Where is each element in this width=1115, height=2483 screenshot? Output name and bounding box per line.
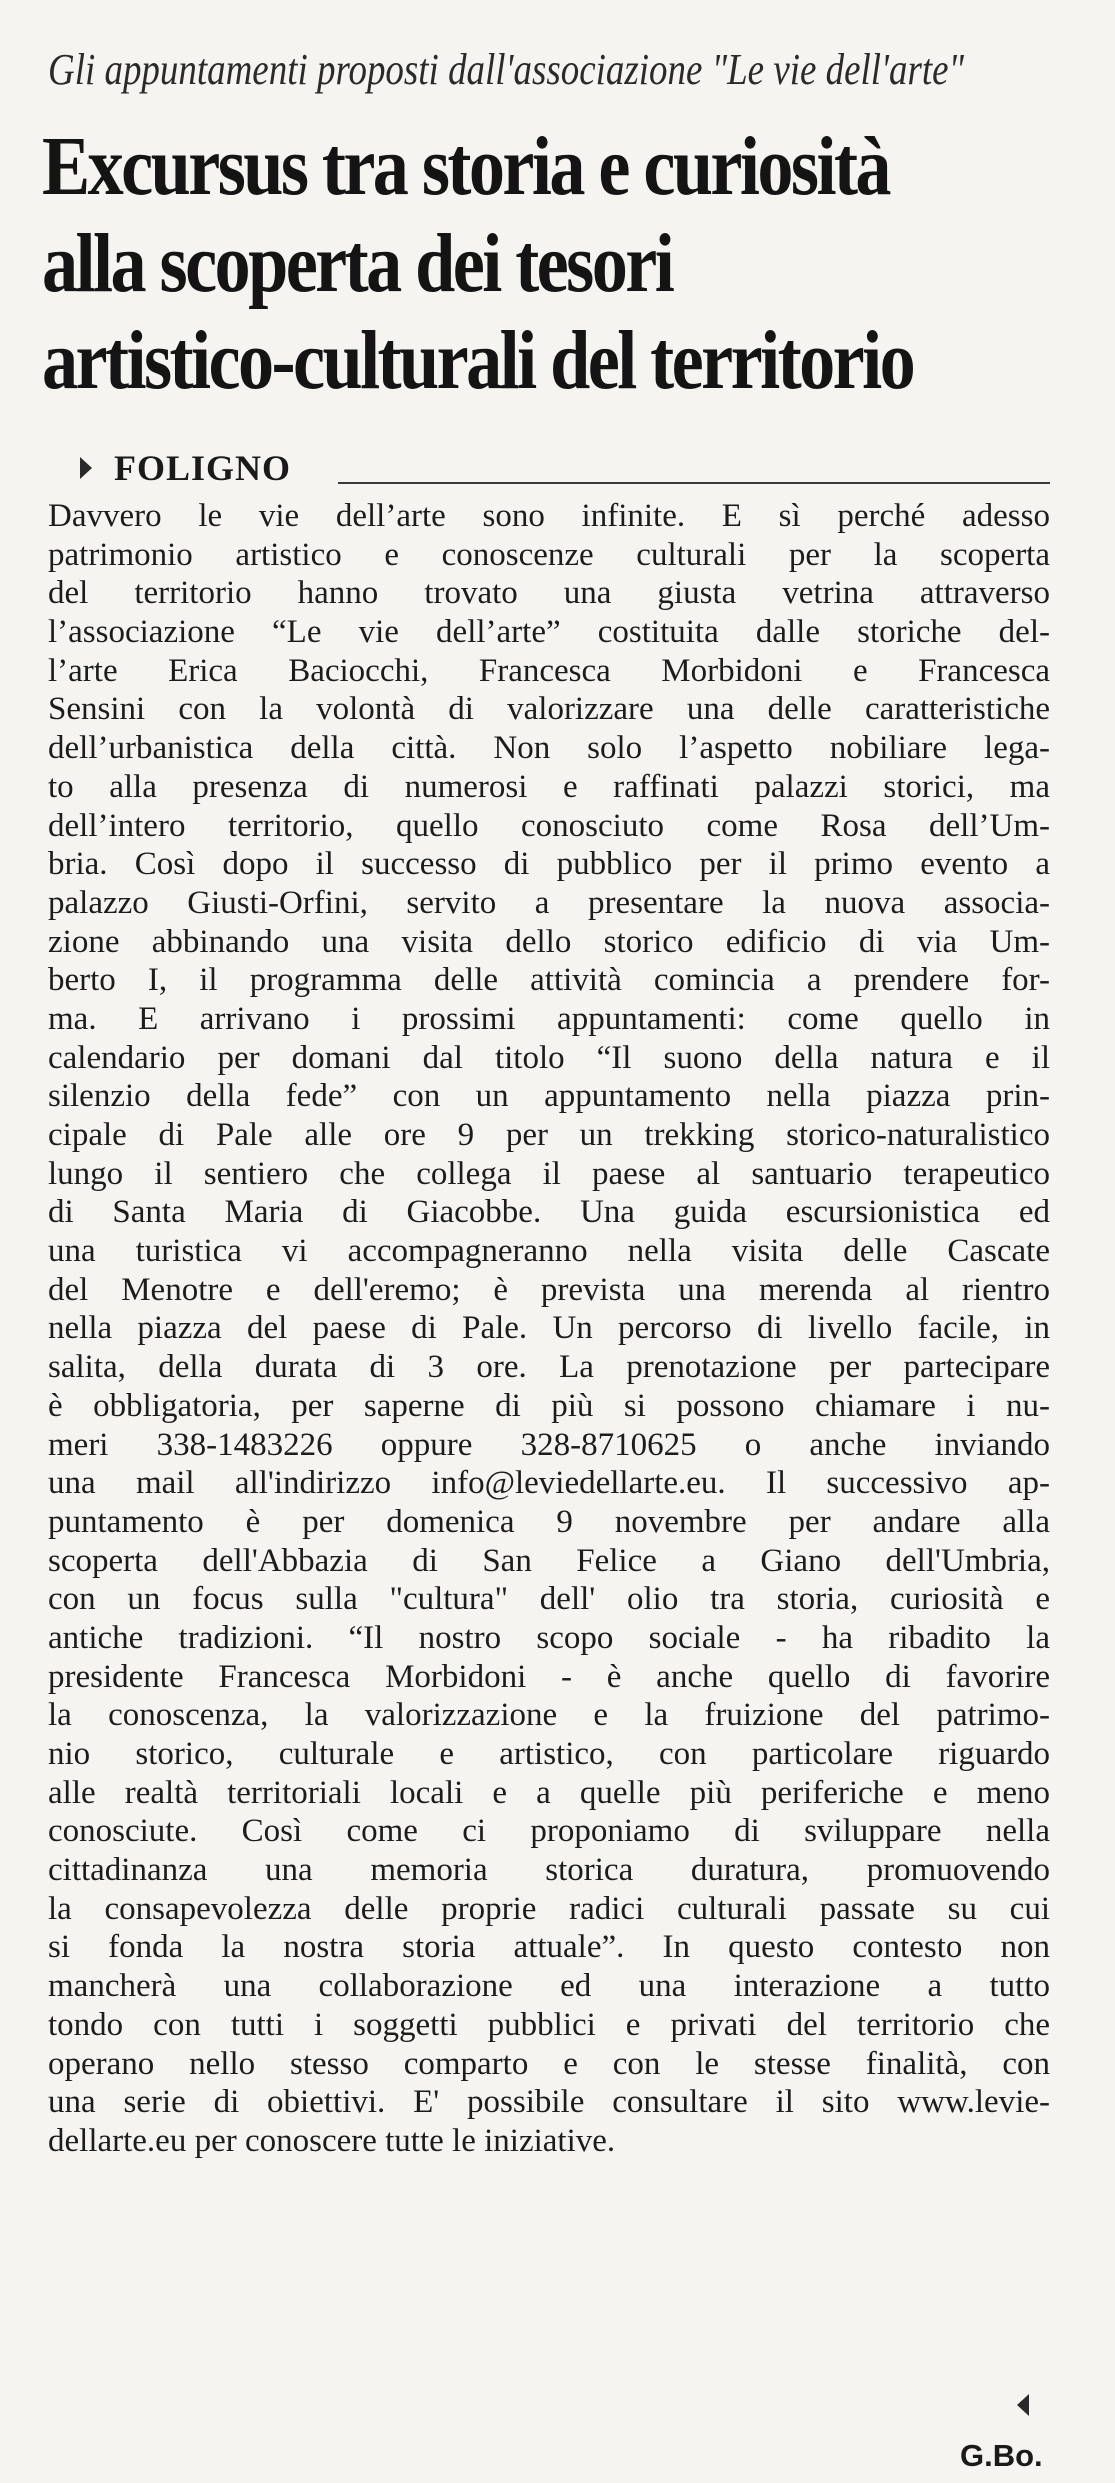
article-line: Davvero le vie dell’arte sono infinite. E sì perché adesso bbox=[48, 498, 1050, 534]
article-line: conosciute. Così come ci proponiamo di sviluppare nella bbox=[48, 1813, 1050, 1850]
article-line: silenzio della fede” con un appuntamento nella piazza prin- bbox=[48, 1078, 1050, 1115]
article-line: alle realtà territoriali locali e a quelle più periferiche e meno bbox=[48, 1774, 1050, 1811]
end-arrow-icon bbox=[1017, 2394, 1029, 2416]
headline-line: Excursus tra storia e curiosità bbox=[42, 120, 889, 213]
article-line: una serie di obiettivi. E' possibile consultare il sito www.levie- bbox=[48, 2084, 1050, 2121]
headline-line: alla scoperta dei tesori bbox=[42, 217, 673, 310]
article-line: del territorio hanno trovato una giusta vetrina attraverso bbox=[48, 575, 1050, 612]
dateline-place: FOLIGNO bbox=[114, 448, 292, 488]
article-line: meri 338-1483226 oppure 328-8710625 o anche inviando bbox=[48, 1426, 1050, 1463]
article-line: di Santa Maria di Giacobbe. Una guida escursionistica ed bbox=[48, 1194, 1050, 1231]
article-line: una mail all'indirizzo info@leviedellarte.eu. Il successivo ap- bbox=[48, 1465, 1050, 1502]
dateline bbox=[80, 446, 1050, 490]
article-line: cipale di Pale alle ore 9 per un trekking storico-naturalistico bbox=[48, 1117, 1050, 1153]
article-line: l’arte Erica Baciocchi, Francesca Morbidoni e Francesca bbox=[48, 652, 1050, 689]
dateline-arrow-icon bbox=[80, 457, 92, 479]
article-line: lungo il sentiero che collega il paese al santuario terapeutico bbox=[48, 1155, 1050, 1192]
article-line: puntamento è per domenica 9 novembre per andare alla bbox=[48, 1503, 1050, 1540]
author-signature: G.Bo. bbox=[960, 2438, 1043, 2473]
article-line: cittadinanza una memoria storica duratura, promuovendo bbox=[48, 1852, 1050, 1889]
article-line: berto I, il programma delle attività comincia a prendere for- bbox=[48, 962, 1050, 999]
article-line: dellarte.eu per conoscere tutte le iniziative. bbox=[48, 2122, 616, 2159]
article-line: nio storico, culturale e artistico, con particolare riguardo bbox=[48, 1736, 1050, 1772]
article-line: presidente Francesca Morbidoni - è anche quello di favorire bbox=[48, 1658, 1050, 1695]
kicker-subtitle: Gli appuntamenti proposti dall'associazione "Le vie dell'arte" bbox=[48, 45, 965, 94]
article-line: antiche tradizioni. “Il nostro scopo sociale - ha ribadito la bbox=[48, 1619, 1050, 1656]
article-line: patrimonio artistico e conoscenze culturali per la scoperta bbox=[48, 536, 1050, 573]
article-line: l’associazione “Le vie dell’arte” costituita dalle storiche del- bbox=[48, 614, 1050, 651]
article-line: mancherà una collaborazione ed una interazione a tutto bbox=[48, 1968, 1050, 2005]
article-line: la consapevolezza delle proprie radici culturali passate su cui bbox=[48, 1890, 1050, 1927]
article-line: ma. E arrivano i prossimi appuntamenti: come quello in bbox=[48, 1000, 1050, 1037]
article-line: scoperta dell'Abbazia di San Felice a Giano dell'Umbria, bbox=[48, 1542, 1050, 1579]
dateline-rule bbox=[338, 482, 1050, 484]
article-line: to alla presenza di numerosi e raffinati palazzi storici, ma bbox=[48, 768, 1050, 805]
article-line: dell’urbanistica della città. Non solo l’aspetto nobiliare lega- bbox=[48, 730, 1050, 767]
article-line: si fonda la nostra storia attuale”. In questo contesto non bbox=[48, 1929, 1050, 1966]
article-line: è obbligatoria, per saperne di più si possono chiamare i nu- bbox=[48, 1387, 1050, 1424]
article-line: palazzo Giusti-Orfini, servito a presentare la nuova associa- bbox=[48, 884, 1050, 921]
article-line: Sensini con la volontà di valorizzare una delle caratteristiche bbox=[48, 691, 1050, 728]
article-line: operano nello stesso comparto e con le stesse finalità, con bbox=[48, 2045, 1050, 2082]
article-line: bria. Così dopo il successo di pubblico per il primo evento a bbox=[48, 846, 1050, 883]
article-body bbox=[48, 497, 1050, 2161]
headline-line: artistico-culturali del territorio bbox=[42, 314, 914, 407]
article-line: nella piazza del paese di Pale. Un percorso di livello facile, in bbox=[48, 1310, 1050, 1347]
article-line: salita, della durata di 3 ore. La prenotazione per partecipare bbox=[48, 1349, 1050, 1386]
article-line: tondo con tutti i soggetti pubblici e privati del territorio che bbox=[48, 2006, 1050, 2043]
article-line: del Menotre e dell'eremo; è prevista una merenda al rientro bbox=[48, 1271, 1050, 1308]
article-line: con un focus sulla "cultura" dell' olio tra storia, curiosità e bbox=[48, 1581, 1050, 1618]
headline bbox=[42, 118, 1082, 409]
article-line: zione abbinando una visita dello storico edificio di via Um- bbox=[48, 923, 1050, 960]
article-line: dell’intero territorio, quello conosciuto come Rosa dell’Um- bbox=[48, 807, 1050, 844]
article-line: una turistica vi accompagneranno nella visita delle Cascate bbox=[48, 1233, 1050, 1270]
article-line: calendario per domani dal titolo “Il suono della natura e il bbox=[48, 1039, 1050, 1076]
article-line: la conoscenza, la valorizzazione e la fruizione del patrimo- bbox=[48, 1697, 1050, 1734]
